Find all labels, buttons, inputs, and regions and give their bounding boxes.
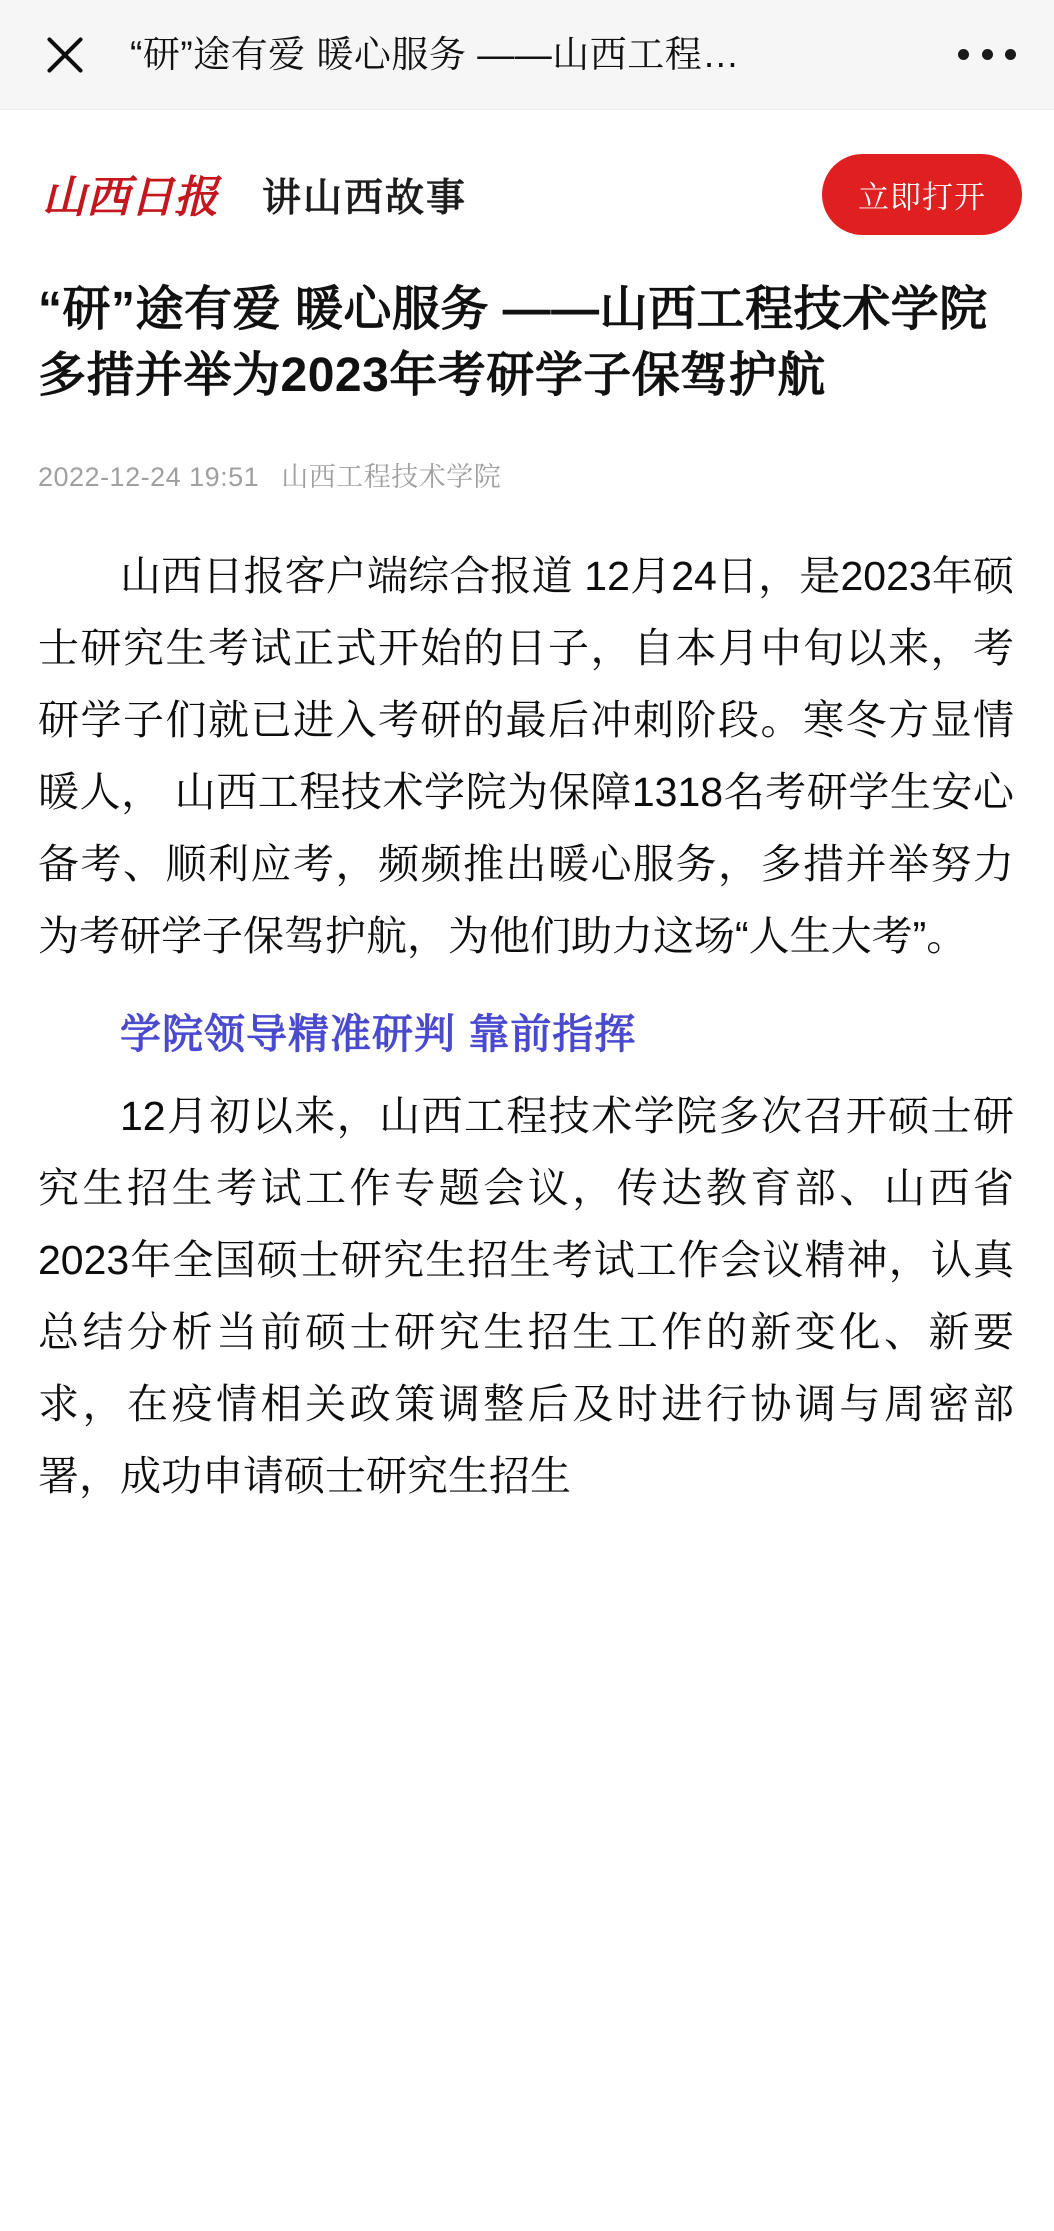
article-date: 2022-12-24 19:51 <box>38 462 260 492</box>
close-icon[interactable] <box>38 28 92 82</box>
more-options-icon[interactable] <box>954 28 1020 82</box>
page-title: “研”途有爱 暖心服务 ——山西工程… <box>130 33 740 75</box>
article-meta <box>38 455 1014 494</box>
article-body <box>38 540 1014 1512</box>
brand-slogan: 讲山西故事 <box>262 176 468 220</box>
article-source: 山西工程技术学院 <box>281 462 502 492</box>
article-paragraph: 山西日报客户端综合报道 12月24日，是2023年硕士研究生考试正式开始的日子，自本月中旬以来，考研学子们就已进入考研的最后冲刺阶段。寒冬方显情暖人， 山西工程技术学院为保障1318名考研学生安心备考、顺利应考，频频推出暖心服务，多措并举努力为考研学子保驾护航，为他们助力这场“人生大考”。 <box>38 553 1014 959</box>
svg-text:山西日报: 山西日报 <box>42 171 218 223</box>
top-navigation-bar <box>0 0 1054 110</box>
brand-header <box>0 110 1054 253</box>
article-paragraph: 12月初以来，山西工程技术学院多次召开硕士研究生招生考试工作专题会议，传达教育部、山西省2023年全国硕士研究生招生考试工作会议精神，认真总结分析当前硕士研究生招生工作的新变化、新要求，在疫情相关政策调整后及时进行协调与周密部署，成功申请硕士研究生招生 <box>38 1093 1014 1499</box>
open-app-button[interactable]: 立即打开 <box>822 154 1022 235</box>
article-headline: “研”途有爱 暖心服务 ——山西工程技术学院多措并举为2023年考研学子保驾护航 <box>38 283 988 402</box>
shanxi-daily-logo <box>42 162 238 228</box>
article-container <box>0 253 1054 1512</box>
article-subheading: 学院领导精准研判 靠前指挥 <box>120 1011 637 1057</box>
